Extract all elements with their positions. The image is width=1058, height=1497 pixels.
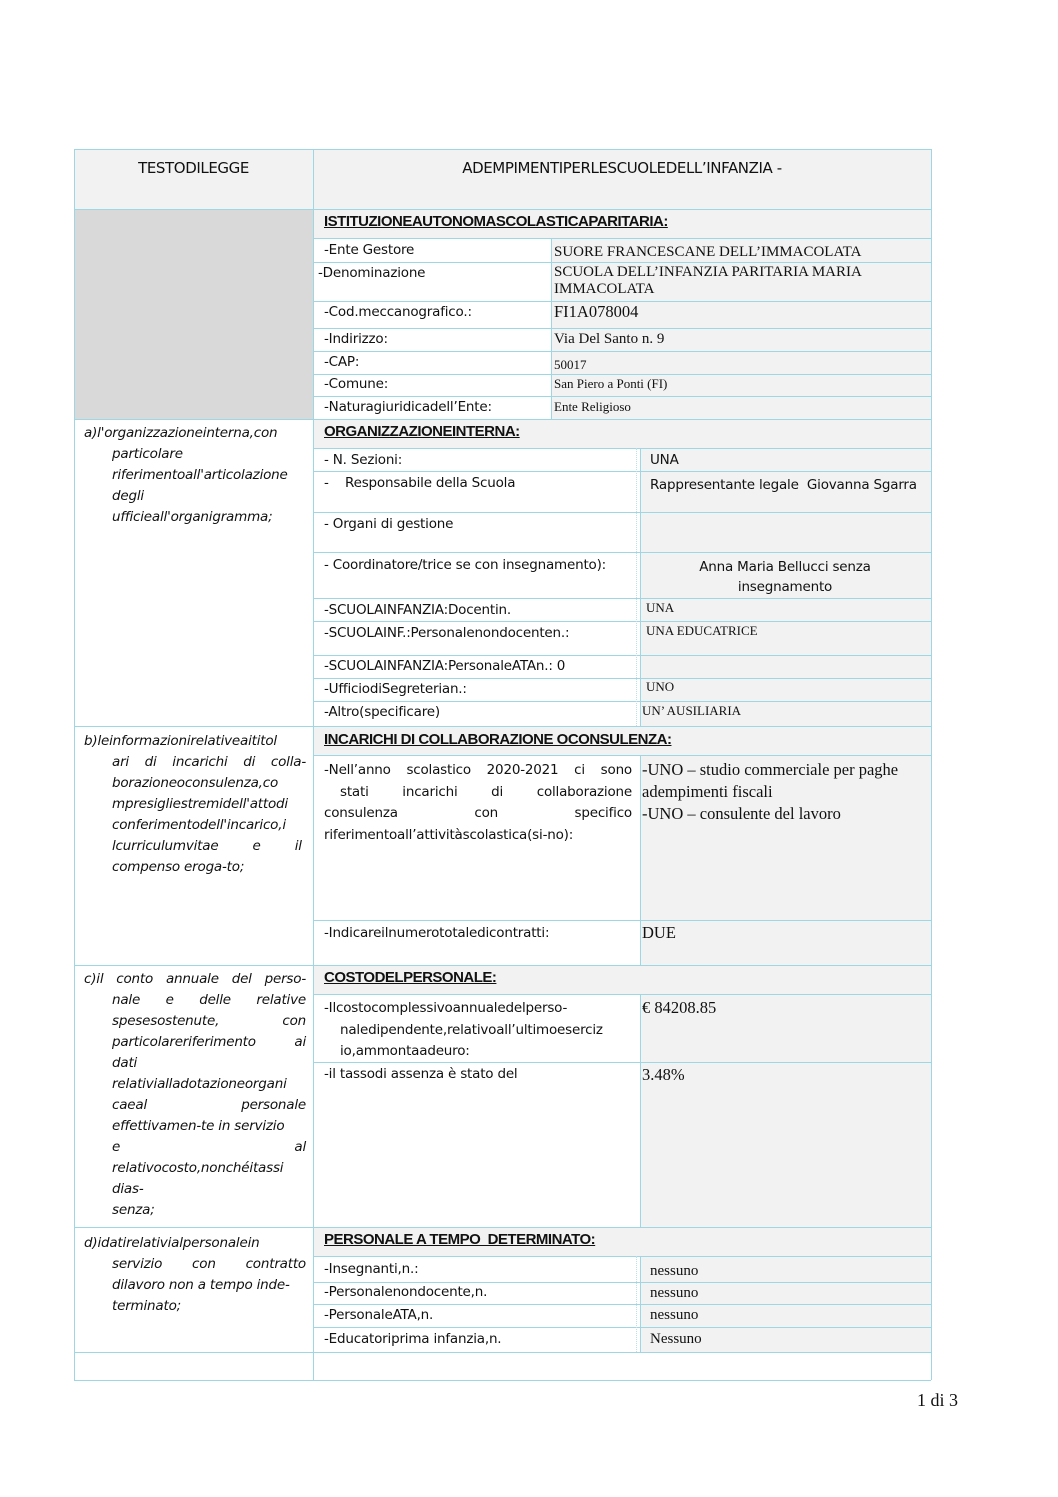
incarichi-question-line: stati incarichi di collaborazione — [340, 783, 632, 800]
org-label-segreteria: -UfficiodiSegreterian.: — [324, 681, 467, 697]
incarichi-question-line: -Nell’anno scolastico 2020-2021 ci sono — [324, 762, 632, 778]
istituzione-value-ente: SUORE FRANCESCANE DELL’IMMACOLATA — [554, 244, 862, 260]
personale-label-nondocente: -Personalenondocente,n. — [324, 1284, 488, 1300]
law-line: l'organizzazioneinterna,con — [97, 425, 278, 441]
law-text-a — [84, 423, 306, 528]
istituzione-title: ISTITUZIONEAUTONOMASCOLASTICAPARITARIA: — [324, 213, 668, 230]
costo-question — [324, 998, 634, 1063]
personale-value-educatori: Nessuno — [650, 1331, 702, 1347]
incarichi-answer-line: adempimenti fiscali — [642, 782, 773, 801]
law-prefix-a: a) — [84, 425, 98, 441]
personale-label-educatori: -Educatoriprima infanzia,n. — [324, 1331, 502, 1347]
istituzione-value-cod: FI1A078004 — [554, 302, 639, 321]
personale-value-ata: nessuno — [650, 1307, 699, 1323]
istituzione-label-denominazione: -Denominazione — [318, 265, 426, 281]
org-value-sezioni: UNA — [650, 452, 679, 468]
org-value-docenti: UNA — [646, 600, 675, 615]
law-line: mpresigliestremidell'attodi — [112, 796, 288, 812]
page-number: 1 di 3 — [916, 1390, 958, 1410]
costo-value-shade — [640, 994, 931, 1227]
law-line: e al — [112, 1139, 306, 1155]
law-prefix-c: c) — [84, 971, 97, 987]
istituzione-label-cod: -Cod.meccanografico.: — [324, 304, 472, 320]
law-line: lcurriculumvitae e il — [112, 838, 302, 854]
costo-question-line: -Ilcostocomplessivoannualedelperso- — [324, 1000, 568, 1016]
law-line: il conto annuale del perso- — [96, 971, 306, 987]
org-label-sezioni: - N. Sezioni: — [324, 452, 403, 468]
personale-value-nondocente: nessuno — [650, 1285, 699, 1301]
law-line: particolare — [112, 446, 183, 462]
istituzione-value-cap: 50017 — [554, 357, 587, 372]
istituzione-value-indirizzo: Via Del Santo n. 9 — [554, 331, 665, 347]
incarichi-title: INCARICHI DI COLLABORAZIONE OCONSULENZA: — [324, 731, 672, 748]
contratti-label: -Indicareilnumerototaledicontratti: — [324, 925, 550, 941]
law-line: terminato; — [112, 1298, 181, 1314]
header-shade — [74, 149, 931, 209]
law-line: relativocosto,nonchéitassi — [112, 1160, 284, 1176]
org-value-altro: UN’ AUSILIARIA — [642, 703, 742, 718]
law-line: caeal personale — [112, 1097, 306, 1113]
law-text-d — [84, 1233, 306, 1317]
istituzione-label-indirizzo: -Indirizzo: — [324, 331, 388, 347]
law-text-c — [84, 969, 306, 1221]
law-line: conferimentodell'incarico,i — [112, 817, 286, 833]
law-line: degli — [112, 488, 144, 504]
istituzione-value-comune: San Piero a Ponti (FI) — [554, 376, 668, 391]
personale-value-insegnanti: nessuno — [650, 1263, 699, 1279]
law-line: effettivamen-te in servizio — [112, 1118, 285, 1134]
org-label-altro: -Altro(specificare) — [324, 704, 440, 720]
istituzione-label-comune: -Comune: — [324, 376, 389, 392]
incarichi-answer — [642, 759, 930, 825]
org-value-segreteria: UNO — [646, 679, 675, 694]
law-line: dati — [112, 1055, 138, 1071]
costo-question-line: io,ammontaadeuro: — [340, 1043, 470, 1059]
law-line: idatirelativialpersonalein — [97, 1235, 260, 1251]
assenza-value: 3.48% — [642, 1065, 685, 1084]
law-line: ari di incarichi di colla- — [112, 754, 306, 770]
org-value-coordinatore: Anna Maria Bellucci senza insegnamento — [699, 559, 871, 595]
contratti-value: DUE — [642, 923, 676, 942]
law-line: borazioneoconsulenza,co — [112, 775, 279, 791]
org-label-responsabile: - Responsabile della Scuola — [324, 475, 516, 491]
law-line: spesesostenute, con — [112, 1013, 306, 1029]
istituzione-value-denominazione: SCUOLA DELL’INFANZIA PARITARIA MARIA IMMACOLATA — [554, 264, 862, 297]
organizzazione-title: ORGANIZZAZIONEINTERNA: — [324, 423, 520, 440]
law-line: relativialladotazioneorgani — [112, 1076, 287, 1092]
law-line: riferimentoall'articolazione — [112, 467, 288, 483]
istituzione-value-natura: Ente Religioso — [554, 399, 631, 414]
law-line: ufficieall'organigramma; — [112, 509, 273, 525]
personale-label-ata: -PersonaleATA,n. — [324, 1307, 434, 1323]
costo-question-line: naledipendente,relativoall’ultimoeserciz — [340, 1021, 603, 1038]
law-line: nale e delle relative — [112, 992, 306, 1008]
costo-title: COSTODELPERSONALE: — [324, 969, 497, 986]
incarichi-answer-line: -UNO – studio commerciale per paghe — [642, 760, 899, 779]
incarichi-question-line: riferimentoall’attivitàscolastica(si-no): — [324, 826, 574, 843]
istituzione-label-ente: -Ente Gestore — [324, 242, 415, 258]
law-line: servizio con contratto — [112, 1256, 306, 1272]
law-prefix-d: d) — [84, 1235, 98, 1251]
incarichi-question-line: consulenza con specifico — [324, 805, 632, 821]
gray-box — [74, 209, 313, 419]
law-prefix-b: b) — [84, 733, 98, 749]
costo-value: € 84208.85 — [642, 998, 717, 1017]
assenza-label: -il tassodi assenza è stato del — [324, 1066, 518, 1082]
header-col1: TESTODILEGGE — [138, 159, 249, 177]
incarichi-answer-line: -UNO – consulente del lavoro — [642, 804, 841, 823]
org-label-docenti: -SCUOLAINFANZIA:Docentin. — [324, 602, 511, 618]
incarichi-question — [324, 760, 632, 846]
org-value-nondocenti: UNA EDUCATRICE — [646, 623, 758, 638]
org-label-ata: -SCUOLAINFANZIA:PersonaleATAn.: 0 — [324, 658, 566, 674]
header-col2: ADEMPIMENTIPERLESCUOLEDELL’INFANZIA - — [462, 159, 782, 177]
law-text-b — [84, 731, 306, 878]
law-line: particolareriferimento ai — [112, 1034, 306, 1050]
org-label-nondocenti: -SCUOLAINF.:Personalenondocenten.: — [324, 625, 570, 641]
law-line: senza; — [112, 1202, 155, 1218]
istituzione-label-natura: -Naturagiuridicadell’Ente: — [324, 399, 492, 415]
law-line: leinformazionirelativeaititol — [97, 733, 277, 749]
personale-label-insegnanti: -Insegnanti,n.: — [324, 1261, 419, 1277]
law-line: dilavoro non a tempo inde- — [112, 1277, 290, 1293]
personale-title: PERSONALE A TEMPO DETERMINATO: — [324, 1231, 596, 1248]
org-label-organi: - Organi di gestione — [324, 516, 454, 532]
org-label-coordinatore: - Coordinatore/trice se con insegnamento): — [324, 557, 607, 573]
law-line: compenso eroga-to; — [112, 859, 245, 875]
istituzione-label-cap: -CAP: — [324, 354, 360, 370]
org-value-responsabile: Rappresentante legale Giovanna Sgarra — [650, 477, 917, 493]
law-line: dias- — [112, 1181, 144, 1197]
